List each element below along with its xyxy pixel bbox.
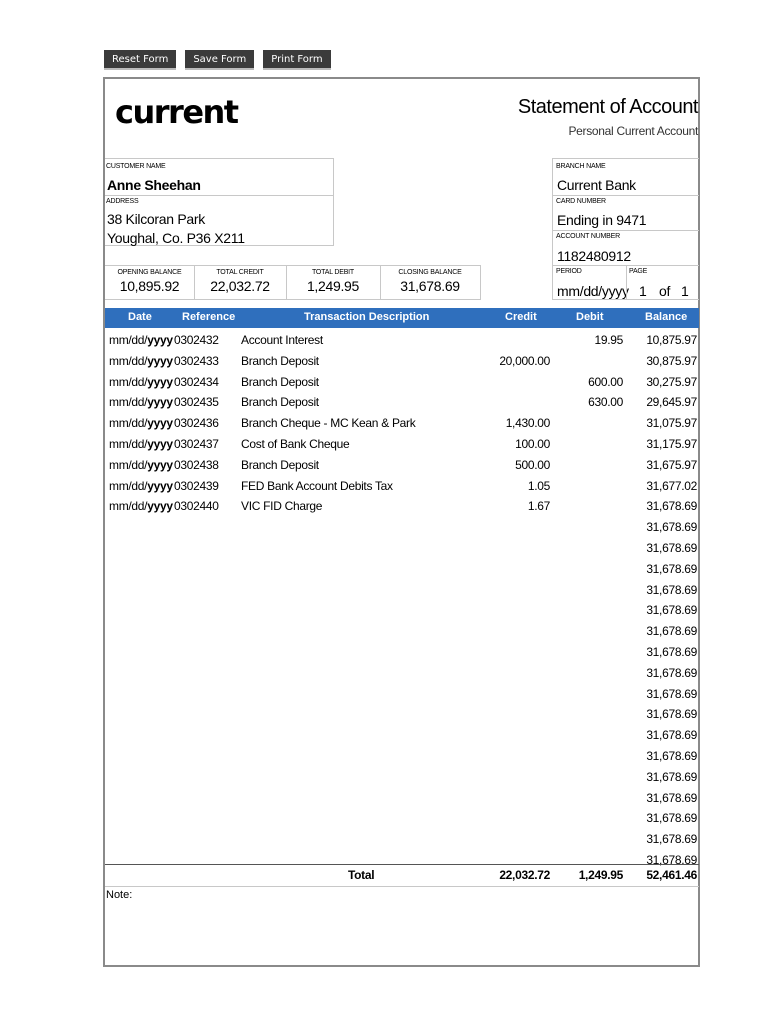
header-credit: Credit [505, 311, 537, 323]
row-credit[interactable]: 1,430.00 [505, 416, 550, 431]
total-credit-sum: 22,032.72 [499, 868, 550, 882]
row-balance[interactable]: 31,678.69 [646, 832, 697, 847]
closing-balance-cell [380, 266, 480, 301]
row-description[interactable]: Branch Deposit [241, 395, 319, 410]
row-date-prefix: mm/dd/ [109, 457, 148, 472]
total-balance-sum: 52,461.46 [646, 868, 697, 882]
period-value[interactable]: mm/dd/yyyy [557, 283, 629, 299]
row-date-prefix: mm/dd/ [109, 374, 148, 389]
row-date-prefix: mm/dd/ [109, 395, 148, 410]
opening-balance-label: OPENING BALANCE [117, 269, 182, 276]
customer-box [105, 158, 334, 246]
row-balance[interactable]: 31,678.69 [646, 769, 697, 784]
row-description[interactable]: Cost of Bank Cheque [241, 436, 350, 451]
row-date-year: yyyy [147, 333, 173, 347]
transactions-list [105, 331, 699, 872]
total-row [105, 866, 699, 886]
address-line-1[interactable]: 38 Kilcoran Park [107, 211, 205, 227]
row-balance[interactable]: 10,875.97 [646, 333, 697, 347]
row-date[interactable] [109, 499, 173, 513]
row-date[interactable] [109, 333, 173, 347]
page-label: PAGE [629, 268, 648, 275]
row-balance[interactable]: 31,678.69 [646, 707, 697, 722]
row-debit[interactable]: 630.00 [588, 395, 623, 410]
address-label: ADDRESS [106, 198, 139, 205]
row-credit[interactable]: 100.00 [515, 436, 550, 451]
table-row [105, 664, 699, 685]
row-balance[interactable]: 31,678.69 [646, 748, 697, 763]
row-reference[interactable]: 0302435 [174, 395, 219, 410]
total-credit[interactable]: 22,032.72 [210, 278, 270, 294]
customer-name[interactable]: Anne Sheehan [107, 177, 201, 193]
row-date-prefix: mm/dd/ [109, 499, 148, 514]
table-row [105, 726, 699, 747]
row-credit[interactable]: 500.00 [515, 457, 550, 472]
table-row [105, 622, 699, 643]
row-balance[interactable]: 31,678.69 [646, 540, 697, 555]
statement-subtitle: Personal Current Account [568, 124, 698, 138]
row-debit[interactable]: 19.95 [594, 333, 623, 347]
row-date-prefix: mm/dd/ [109, 353, 148, 368]
total-divider [105, 864, 699, 865]
row-balance[interactable]: 31,075.97 [646, 416, 697, 431]
header-reference: Reference [182, 311, 236, 323]
row-balance[interactable]: 31,678.69 [646, 499, 697, 514]
balance-summary [105, 265, 481, 300]
total-credit-cell [194, 266, 286, 301]
row-balance[interactable]: 31,675.97 [646, 457, 697, 472]
row-balance[interactable]: 31,678.69 [646, 624, 697, 639]
save-form-button[interactable]: Save Form [185, 50, 254, 70]
card-number-label: CARD NUMBER [556, 198, 606, 205]
row-date-prefix: mm/dd/ [109, 333, 148, 347]
opening-balance-cell [105, 266, 194, 301]
row-description[interactable]: FED Bank Account Debits Tax [241, 478, 393, 493]
row-date-year: yyyy [147, 395, 173, 410]
row-date[interactable] [109, 395, 173, 409]
print-form-button[interactable]: Print Form [263, 50, 330, 70]
row-date-year: yyyy [147, 436, 173, 451]
total-label: Total [348, 868, 375, 882]
row-description[interactable]: Branch Deposit [241, 353, 319, 368]
reset-form-button[interactable]: Reset Form [104, 50, 176, 70]
row-balance[interactable]: 31,678.69 [646, 790, 697, 805]
row-balance[interactable]: 31,175.97 [646, 436, 697, 451]
row-date-year: yyyy [147, 416, 173, 431]
statement-title: Statement of Account [517, 96, 698, 118]
row-reference[interactable]: 0302434 [174, 374, 219, 389]
brand-logo: current [115, 93, 238, 131]
customer-name-label: CUSTOMER NAME [106, 163, 166, 170]
row-balance[interactable]: 29,645.97 [646, 395, 697, 410]
row-balance[interactable]: 31,678.69 [646, 665, 697, 680]
table-row [105, 352, 699, 373]
page-current[interactable]: 1 [639, 283, 647, 299]
row-date[interactable] [109, 416, 173, 430]
total-debit-sum: 1,249.95 [578, 868, 623, 882]
row-description[interactable]: VIC FID Charge [241, 499, 323, 514]
row-balance[interactable]: 31,678.69 [646, 582, 697, 597]
page-total[interactable]: 1 [681, 283, 689, 299]
table-row [105, 414, 699, 435]
header-description: Transaction Description [304, 311, 430, 323]
header-balance: Balance [645, 311, 688, 323]
table-row [105, 747, 699, 768]
account-number[interactable]: 1182480912 [557, 248, 631, 264]
row-description[interactable]: Branch Cheque - MC Kean & Park [241, 416, 416, 431]
row-reference[interactable]: 0302436 [174, 416, 219, 431]
total-debit-label: TOTAL DEBIT [311, 269, 354, 276]
row-balance[interactable]: 30,275.97 [646, 374, 697, 389]
table-row [105, 497, 699, 518]
row-reference[interactable]: 0302437 [174, 436, 219, 451]
row-description[interactable]: Branch Deposit [241, 457, 319, 472]
row-date[interactable] [109, 437, 173, 451]
table-row [105, 830, 699, 851]
row-balance[interactable]: 31,678.69 [646, 561, 697, 576]
row-date-year: yyyy [147, 499, 173, 514]
note-divider [105, 886, 699, 887]
table-row [105, 581, 699, 602]
note-label[interactable]: Note: [106, 889, 133, 901]
row-debit[interactable]: 600.00 [588, 374, 623, 389]
row-credit[interactable]: 20,000.00 [499, 353, 550, 368]
row-credit[interactable]: 1.05 [527, 478, 550, 493]
table-row [105, 601, 699, 622]
row-balance[interactable]: 31,678.69 [646, 852, 697, 867]
row-balance[interactable]: 31,678.69 [646, 520, 697, 535]
row-reference[interactable]: 0302432 [174, 333, 219, 347]
address-line-2[interactable]: Youghal, Co. P36 X211 [107, 230, 245, 246]
row-reference[interactable]: 0302438 [174, 457, 219, 472]
table-row [105, 477, 699, 498]
table-row [105, 518, 699, 539]
table-row [105, 685, 699, 706]
row-date[interactable] [109, 479, 173, 493]
row-date[interactable] [109, 375, 173, 389]
table-row [105, 643, 699, 664]
row-date-year: yyyy [147, 353, 173, 368]
form-toolbar [104, 50, 331, 70]
total-debit[interactable]: 1,249.95 [306, 278, 360, 294]
table-row [105, 809, 699, 830]
header-date: Date [128, 311, 152, 323]
table-row [105, 789, 699, 810]
row-balance[interactable]: 31,678.69 [646, 728, 697, 743]
table-row [105, 768, 699, 789]
row-reference[interactable]: 0302439 [174, 478, 219, 493]
table-row [105, 435, 699, 456]
card-number[interactable]: Ending in 9471 [557, 212, 647, 228]
table-row [105, 560, 699, 581]
row-balance[interactable]: 31,678.69 [646, 644, 697, 659]
row-balance[interactable]: 30,875.97 [646, 353, 697, 368]
row-date[interactable] [109, 458, 173, 472]
opening-balance[interactable]: 10,895.92 [119, 278, 180, 294]
account-number-label: ACCOUNT NUMBER [556, 233, 620, 240]
bank-info-box [552, 158, 699, 300]
row-balance[interactable]: 31,677.02 [646, 478, 697, 493]
table-row [105, 331, 699, 352]
row-date-prefix: mm/dd/ [109, 436, 148, 451]
transactions-header [105, 308, 699, 328]
row-balance[interactable]: 31,678.69 [646, 603, 697, 618]
page-of: of [659, 283, 671, 299]
table-row [105, 705, 699, 726]
branch-name-label: BRANCH NAME [556, 163, 606, 170]
total-credit-label: TOTAL CREDIT [216, 269, 264, 276]
branch-name[interactable]: Current Bank [557, 177, 636, 193]
row-reference[interactable]: 0302433 [174, 353, 219, 368]
header-debit: Debit [576, 311, 604, 323]
row-credit[interactable]: 1.67 [527, 499, 550, 514]
row-date[interactable] [109, 354, 173, 368]
row-date-prefix: mm/dd/ [109, 478, 148, 493]
table-row [105, 393, 699, 414]
period-label: PERIOD [556, 268, 582, 275]
table-row [105, 539, 699, 560]
row-date-year: yyyy [147, 374, 173, 389]
total-debit-cell [286, 266, 380, 301]
row-balance[interactable]: 31,678.69 [646, 811, 697, 826]
row-date-year: yyyy [147, 478, 173, 493]
table-row [105, 373, 699, 394]
row-balance[interactable]: 31,678.69 [646, 686, 697, 701]
row-date-prefix: mm/dd/ [109, 416, 148, 431]
row-reference[interactable]: 0302440 [174, 499, 219, 514]
closing-balance-label: CLOSING BALANCE [398, 269, 462, 276]
row-date-year: yyyy [147, 457, 173, 472]
row-description[interactable]: Branch Deposit [241, 374, 319, 389]
table-row [105, 456, 699, 477]
row-description[interactable]: Account Interest [241, 333, 323, 347]
closing-balance[interactable]: 31,678.69 [400, 278, 460, 294]
